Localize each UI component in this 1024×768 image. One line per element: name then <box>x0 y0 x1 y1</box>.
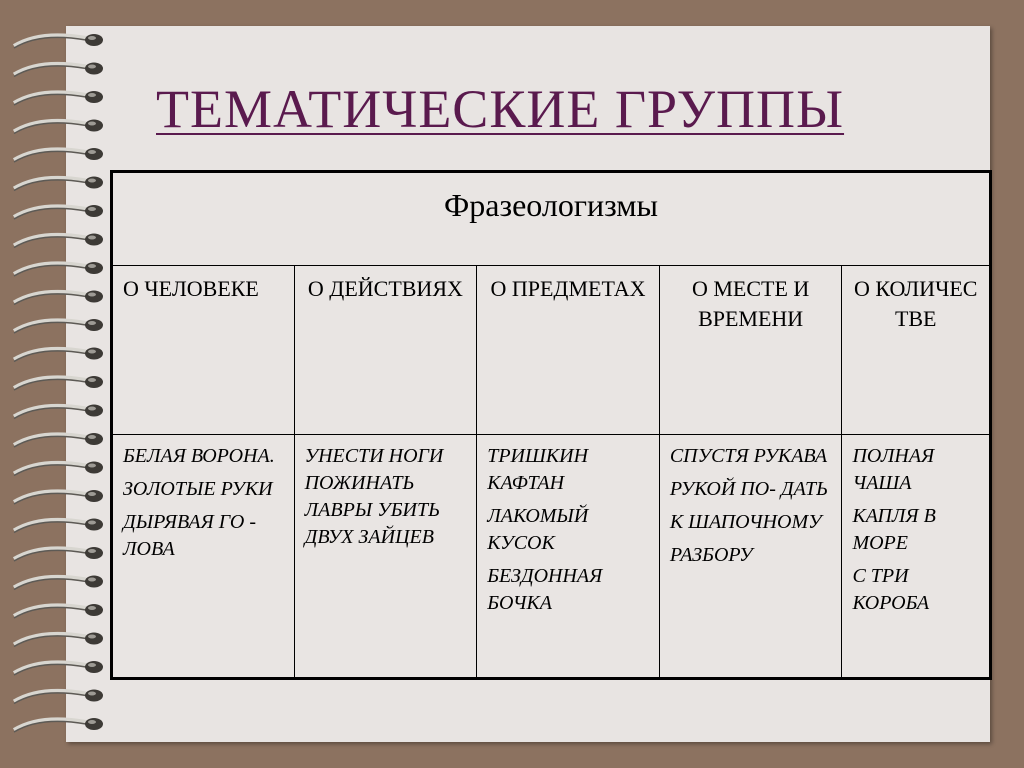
binding-ring <box>14 348 103 362</box>
binding-ring <box>14 205 103 219</box>
phrase-item: ТРИШКИН КАФТАН <box>487 445 589 494</box>
binding-ring <box>14 405 103 419</box>
binding-ring <box>14 490 103 504</box>
table-cell <box>294 435 477 679</box>
binding-ring <box>14 91 103 105</box>
table-cell <box>477 435 660 679</box>
column-header: О КОЛИЧЕС ТВЕ <box>842 266 991 435</box>
page-title: ТЕМАТИЧЕСКИЕ ГРУППЫ <box>156 79 845 139</box>
table-caption: Фразеологизмы <box>112 172 991 266</box>
phrase-item: ЛАКОМЫЙ КУСОК <box>487 505 589 554</box>
phraseology-table <box>110 170 992 680</box>
binding-ring <box>14 177 103 191</box>
phrase-item: РУКОЙ ПО- ДАТЬ <box>669 478 828 500</box>
binding-ring <box>14 633 103 647</box>
phrase-item: ПОЛНАЯ ЧАША <box>852 445 935 494</box>
phrase-item: К ШАПОЧНОМУ <box>669 511 822 533</box>
binding-ring <box>14 376 103 390</box>
binding-ring <box>14 604 103 618</box>
phrase-item: ЗОЛОТЫЕ РУКИ <box>123 478 273 500</box>
binding-ring <box>14 148 103 162</box>
column-header: О МЕСТЕ И ВРЕМЕНИ <box>659 266 842 435</box>
phrase-item: С ТРИ КОРОБА <box>852 565 930 614</box>
phrase-item: БЕЗДОННАЯ БОЧКА <box>487 565 603 614</box>
table-cell <box>112 435 295 679</box>
phrase-item: СПУСТЯ РУКАВА <box>669 445 828 467</box>
binding-ring <box>14 547 103 561</box>
binding-ring <box>14 34 103 48</box>
phrase-item: КАПЛЯ В МОРЕ <box>852 505 936 554</box>
binding-ring <box>14 661 103 675</box>
column-header: О ЧЕЛОВЕКЕ <box>112 266 295 435</box>
binding-ring <box>14 462 103 476</box>
column-header: О ПРЕДМЕТАХ <box>477 266 660 435</box>
binding-ring <box>14 519 103 533</box>
binding-ring <box>14 291 103 305</box>
binding-ring <box>14 234 103 248</box>
table-cell <box>842 435 991 679</box>
spiral-binding-icon <box>0 0 120 768</box>
binding-ring <box>14 576 103 590</box>
column-header: О ДЕЙСТВИЯХ <box>294 266 477 435</box>
binding-ring <box>14 120 103 134</box>
binding-ring <box>14 690 103 704</box>
phrase-item: УНЕСТИ НОГИ ПОЖИНАТЬ ЛАВРЫ УБИТЬ ДВУХ ЗАЙЦЕВ <box>304 445 444 548</box>
phrase-item: РАЗБОРУ <box>669 544 753 566</box>
binding-ring <box>14 718 103 732</box>
phrase-item: ДЫРЯВАЯ ГО - ЛОВА <box>123 511 256 560</box>
binding-ring <box>14 262 103 276</box>
table-cell <box>659 435 842 679</box>
binding-ring <box>14 63 103 77</box>
binding-ring <box>14 433 103 447</box>
binding-ring <box>14 319 103 333</box>
phrase-item: БЕЛАЯ ВОРОНА. <box>123 445 275 467</box>
